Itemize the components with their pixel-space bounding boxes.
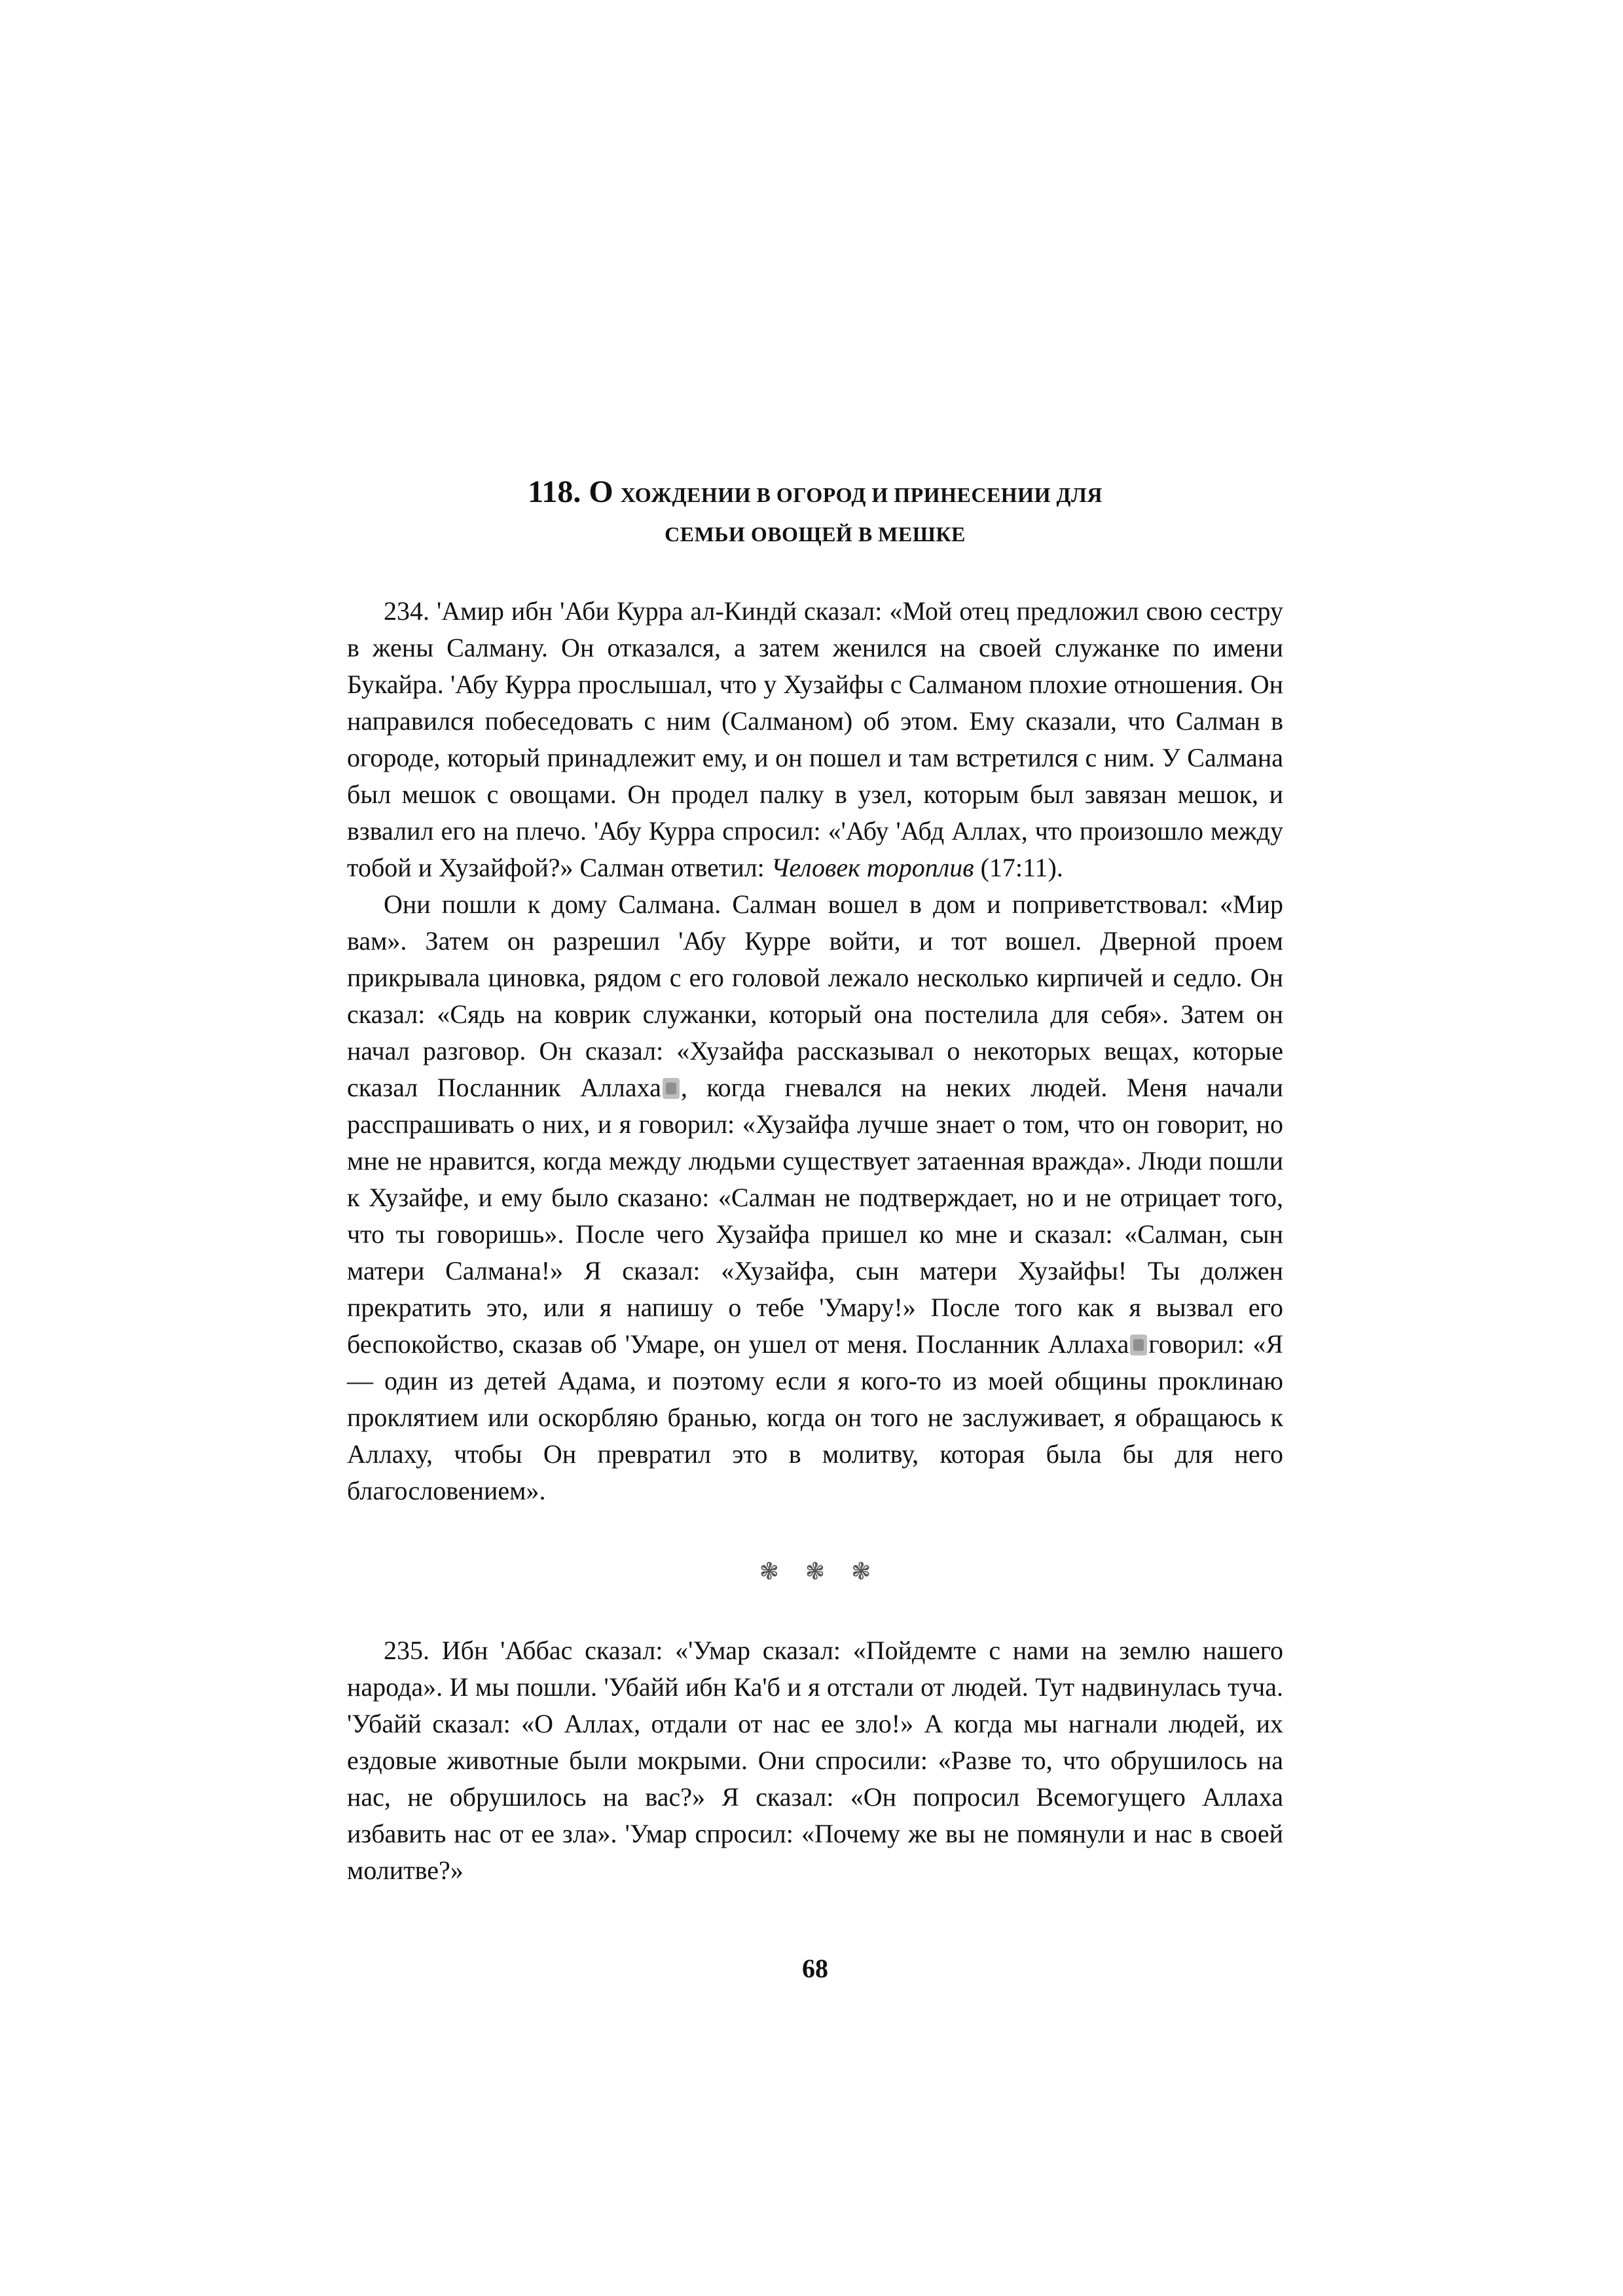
chapter-title: [347, 471, 1283, 552]
hadith-234-p2-part-3: говорил: «Я — один из детей Адама, и поэтому если я кого-то из моей общины проклинаю проклятием или оскорбляю бранью, когда он того не заслуживает, я обращаюсь к Аллаху, чтобы Он превратил это в молитву, которая была бы для него благословением».: [347, 1329, 1283, 1505]
hadith-234-p2-part-1: Они пошли к дому Салмана. Салман вошел в дом и поприветствовал: «Мир вам». Затем он разрешил 'Абу Курре войти, и тот вошел. Дверной проем прикрывала циновка, рядом с его головой лежало несколько кирпичей и седло. Он сказал: «Сядь на коврик служанки, который она постелила для себя». Затем он начал разговор. Он сказал: «Хузайфа рассказывал о некоторых вещах, которые сказал Посланник Аллаха: [347, 889, 1283, 1102]
quran-reference: (17:11).: [974, 853, 1063, 882]
salawat-symbol-icon: [663, 1078, 680, 1099]
chapter-title-rest: ХОЖДЕНИИ В ОГОРОД И ПРИНЕСЕНИИ ДЛЯ: [620, 483, 1103, 507]
ornament-star-icon: ❃: [805, 1558, 852, 1585]
section-separator: [347, 1558, 1283, 1585]
chapter-number: 118. О: [528, 475, 613, 509]
quran-quote: Человек тороплив: [771, 853, 974, 882]
hadith-234-text-start: 234. 'Амир ибн 'Аби Курра ал-Киндй сказал: «Мой отец предложил свою сестру в жены Салману. Он отказался, а затем женился на своей служанке по имени Букайра. 'Абу Курра прослышал, что у Хузайфы с Салманом плохие отношения. Он направился побеседовать с ним (Салманом) об этом. Ему сказали, что Салман в огороде, который принадлежит ему, и он пошел и там встретился с ним. У Салмана был мешок с овощами. Он продел палку в узел, которым был завязан мешок, и взвалил его на плечо. 'Абу Курра спросил: «'Абу 'Абд Аллах, что произошло между тобой и Хузайфой?» Салман ответил:: [347, 596, 1283, 882]
chapter-title-line-1: [347, 471, 1283, 516]
salawat-symbol-icon: [1130, 1335, 1147, 1355]
chapter-title-line-2: СЕМЬИ ОВОЩЕЙ В МЕШКЕ: [665, 522, 966, 546]
hadith-234-paragraph-1: [347, 593, 1283, 886]
hadith-234-p2-part-2: , когда гневался на неких людей. Меня начали расспрашивать о них, и я говорил: «Хузайфа лучше знает о том, что он говорит, но мне не нравится, когда между людьми существует затаенная вражда». Люди пошли к Хузайфе, и ему было сказано: «Салман не подтверждает, но и не отрицает того, что ты говоришь». После чего Хузайфа пришел ко мне и сказал: «Салман, сын матери Салмана!» Я сказал: «Хузайфа, сын матери Хузайфы! Ты должен прекратить это, или я напишу о тебе 'Умару!» После того как я вызвал его беспокойство, сказав об 'Умаре, он ушел от меня. Посланник Аллаха: [347, 1073, 1284, 1359]
page-content: [347, 471, 1283, 1984]
ornament-star-icon: ❃: [851, 1558, 898, 1585]
hadith-235-paragraph: 235. Ибн 'Аббас сказал: «'Умар сказал: «Пойдемте с нами на землю нашего народа». И мы пошли. 'Убайй ибн Ка'б и я отстали от людей. Тут надвинулась туча. 'Убайй сказал: «О Аллах, отдали от нас ее зло!» А когда мы нагнали людей, их ездовые животные были мокрыми. Они спросили: «Разве то, что обрушилось на нас, не обрушилось на вас?» Я сказал: «Он попросил Всемогущего Аллаха избавить нас от ее зла». 'Умар спросил: «Почему же вы не помянули и нас в своей молитве?»: [347, 1636, 1283, 1885]
page-number: 68: [802, 1954, 828, 1983]
hadith-234-paragraph-2: [347, 886, 1283, 1509]
ornament-star-icon: ❃: [759, 1558, 805, 1585]
